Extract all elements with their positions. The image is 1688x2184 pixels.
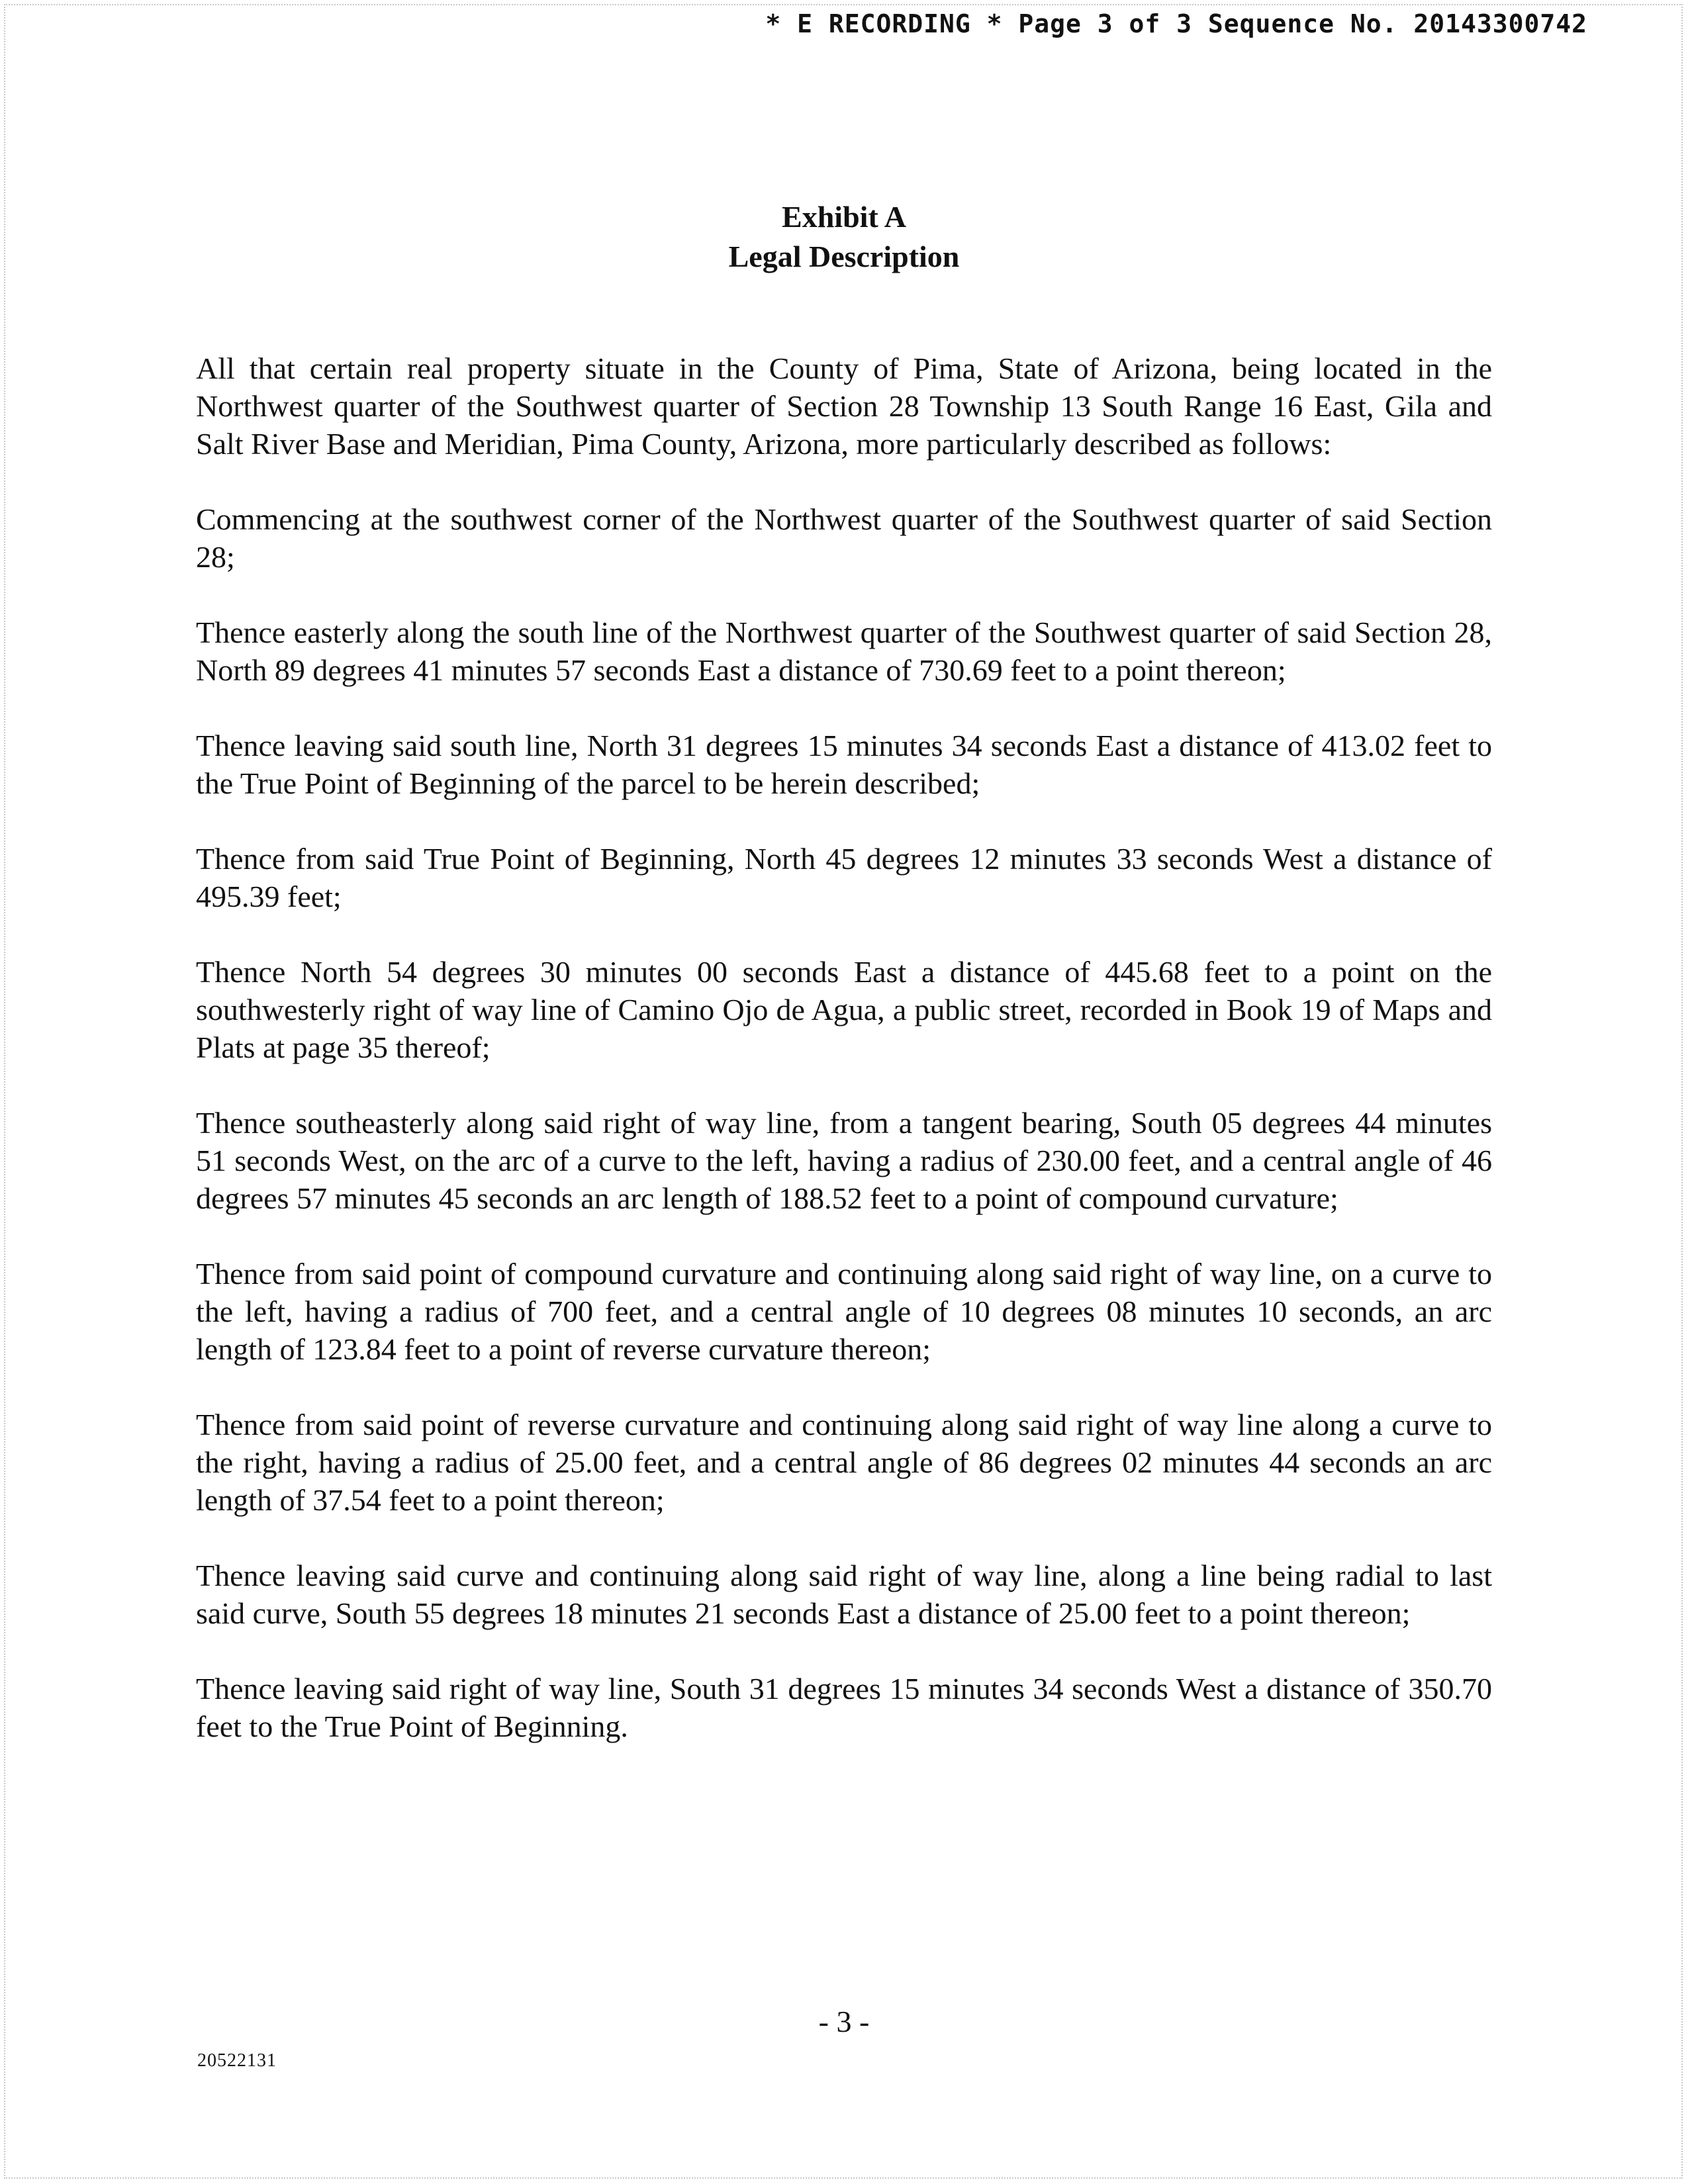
paragraph-course: Thence easterly along the south line of the Northwest quarter of the Southwest quarter of said Section 28, North 89 degrees 41 minutes 57 seconds East a distance of 730.69 feet to a point thereon; xyxy=(196,615,1492,687)
paragraph-course: Thence from said point of compound curvature and continuing along said right of way line, on a curve to the left, having a radius of 700 feet, and a central angle of 10 degrees 08 minutes 10 seconds, an arc length of 123.84 feet to a point of reverse curvature thereon; xyxy=(196,1257,1492,1366)
paragraph-course: Thence North 54 degrees 30 minutes 00 seconds East a distance of 445.68 feet to a point on the southwesterly right of way line of Camino Ojo de Agua, a public street, recorded in Book 19 of Maps and Plats at page 35 thereof; xyxy=(196,955,1492,1064)
paragraph-commencing: Commencing at the southwest corner of the Northwest quarter of the Southwest quarter of said Section 28; xyxy=(196,502,1492,574)
document-id: 20522131 xyxy=(197,2050,277,2071)
paragraph-course: Thence from said True Point of Beginning, North 45 degrees 12 minutes 33 seconds West a distance of 495.39 feet; xyxy=(196,842,1492,913)
exhibit-subtitle-line: Legal Description xyxy=(728,240,960,273)
legal-description-body xyxy=(196,349,1492,1783)
paragraph-course: Thence from said point of reverse curvature and continuing along said right of way line along a curve to the right, having a radius of 25.00 feet, and a central angle of 86 degrees 02 minutes 44 seconds an arc length of 37.54 feet to a point thereon; xyxy=(196,1408,1492,1517)
recording-header: * E RECORDING * Page 3 of 3 Sequence No. 20143300742 xyxy=(765,9,1587,38)
paragraph-course: Thence leaving said south line, North 31 degrees 15 minutes 34 seconds East a distance of 413.02 feet to the True Point of Beginning of the parcel to be herein described; xyxy=(196,729,1492,800)
paragraph-course: Thence leaving said curve and continuing along said right of way line, along a line being radial to last said curve, South 55 degrees 18 minutes 21 seconds East a distance of 25.00 feet to a point thereon; xyxy=(196,1559,1492,1630)
paragraph-course: Thence southeasterly along said right of way line, from a tangent bearing, South 05 degrees 44 minutes 51 seconds West, on the arc of a curve to the left, having a radius of 230.00 feet, and a central angle of 46 degrees 57 minutes 45 seconds an arc length of 188.52 feet to a point of compound curvature; xyxy=(196,1106,1492,1215)
paragraph-intro: All that certain real property situate in the County of Pima, State of Arizona, being located in the Northwest quarter of the Southwest quarter of Section 28 Township 13 South Range 16 East, Gila and Salt River Base and Meridian, Pima County, Arizona, more particularly described as follows: xyxy=(196,351,1492,461)
page-number: - 3 - xyxy=(818,2005,870,2038)
paragraph-closing: Thence leaving said right of way line, South 31 degrees 15 minutes 34 seconds West a distance of 350.70 feet to the True Point of Beginning. xyxy=(196,1672,1492,1743)
exhibit-title-line: Exhibit A xyxy=(782,200,906,234)
exhibit-title xyxy=(0,197,1688,277)
